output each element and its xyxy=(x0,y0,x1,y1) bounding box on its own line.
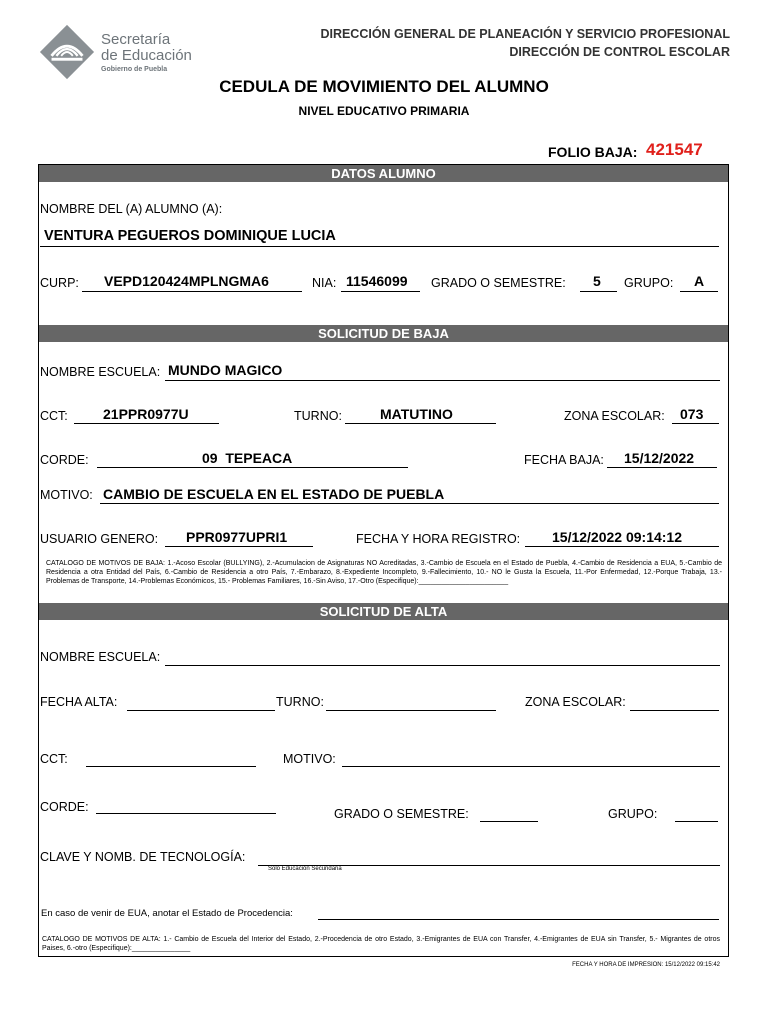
grupo-label: GRUPO: xyxy=(624,276,674,290)
baja-registro-value: 15/12/2022 09:14:12 xyxy=(552,529,682,545)
baja-zona-value: 073 xyxy=(680,406,704,422)
secretaria-educacion-logo xyxy=(38,23,96,81)
baja-registro-label: FECHA Y HORA REGISTRO: xyxy=(356,532,521,546)
baja-escuela-label: NOMBRE ESCUELA: xyxy=(40,365,161,379)
grado-label: GRADO O SEMESTRE: xyxy=(431,276,566,290)
impresion-timestamp: FECHA Y HORA DE IMPRESION: 15/12/2022 09:15:42 xyxy=(572,962,720,968)
nombre-alumno-label: NOMBRE DEL (A) ALUMNO (A): xyxy=(40,202,223,216)
baja-escuela-line xyxy=(165,380,720,381)
baja-turno-line xyxy=(345,423,496,424)
alta-eua-label: En caso de venir de EUA, anotar el Estado de Procedencia: xyxy=(41,908,293,919)
alta-motivo-label: MOTIVO: xyxy=(283,752,336,766)
document-subtitle: NIVEL EDUCATIVO PRIMARIA xyxy=(298,104,470,118)
department-title: DIRECCIÓN GENERAL DE PLANEACIÓN Y SERVICIO PROFESIONAL xyxy=(320,27,730,41)
logo-text-line1: Secretaría xyxy=(101,31,171,48)
alta-escuela-line xyxy=(165,665,720,666)
folio-label: FOLIO BAJA: xyxy=(548,144,638,160)
folio-value: 421547 xyxy=(646,140,703,159)
alta-fecha-line xyxy=(127,710,275,711)
nia-label: NIA: xyxy=(312,276,337,290)
alta-fecha-label: FECHA ALTA: xyxy=(40,695,118,709)
baja-usuario-value: PPR0977UPRI1 xyxy=(186,529,288,545)
baja-escuela-value: MUNDO MAGICO xyxy=(168,362,283,378)
alta-catalogo: CATALOGO DE MOTIVOS DE ALTA: 1.- Cambio de Escuela del Interior del Estado, 2.-Procedencia de otro Estado, 3.-Emigrantes de EUA con Transfer, 4.-Emigrantes de EUA sin Transfer, 5.- Migrantes de otros Paises, 6.-otro (Especifique):_______________ xyxy=(42,936,720,952)
curp-label: CURP: xyxy=(40,276,79,290)
grupo-value: A xyxy=(694,273,705,289)
grado-line xyxy=(580,291,617,292)
alta-turno-line xyxy=(326,710,496,711)
section-solicitud-baja: SOLICITUD DE BAJA xyxy=(39,325,728,342)
baja-turno-value: MATUTINO xyxy=(380,406,453,422)
baja-zona-line xyxy=(672,423,719,424)
baja-usuario-line xyxy=(165,546,313,547)
curp-line xyxy=(82,291,302,292)
alta-turno-label: TURNO: xyxy=(276,695,324,709)
baja-motivo-label: MOTIVO: xyxy=(40,488,93,502)
baja-turno-label: TURNO: xyxy=(294,409,342,423)
alta-escuela-label: NOMBRE ESCUELA: xyxy=(40,650,161,664)
baja-catalogo: CATALOGO DE MOTIVOS DE BAJA: 1.-Acoso Escolar (BULLYING), 2.-Acumulacion de Asignaturas NO Acreditadas, 3.-Cambio de Escuela en el Estado de Puebla, 4.-Cambio de Residencia a EUA, 5.-Cambio de Residencia a otra Entidad del País, 6.-Cambio de Residencia a otro País, 7.-Embarazo, 8.-Expediente Incompleto, 9.-Fallecimiento, 10.- NO le Gusta la Escuela, 11.-Por Enfermedad, 12.-Porque Trabaja, 13.-Problemas de Transporte, 14.-Problemas Económicos, 15.- Problemas Familiares, 16.-Sin Aviso, 17.-Otro (Especifique):_______________________ xyxy=(46,560,722,585)
alta-motivo-line xyxy=(342,766,720,767)
nia-line xyxy=(341,291,420,292)
logo-text-line3: Gobierno de Puebla xyxy=(101,66,168,73)
baja-fecha-value: 15/12/2022 xyxy=(624,450,695,466)
alta-corde-label: CORDE: xyxy=(40,800,89,814)
baja-cct-label: CCT: xyxy=(40,409,68,423)
section-solicitud-alta: SOLICITUD DE ALTA xyxy=(39,603,728,620)
baja-fecha-label: FECHA BAJA: xyxy=(524,453,604,467)
alta-tecnologia-note: Solo Educación Secundaria xyxy=(268,866,342,872)
nombre-alumno-line xyxy=(40,246,719,247)
office-title: DIRECCIÓN DE CONTROL ESCOLAR xyxy=(509,45,730,59)
baja-cct-line xyxy=(74,423,219,424)
baja-cct-value: 21PPR0977U xyxy=(103,406,189,422)
baja-zona-label: ZONA ESCOLAR: xyxy=(564,409,665,423)
baja-corde-label: CORDE: xyxy=(40,453,89,467)
baja-motivo-value: CAMBIO DE ESCUELA EN EL ESTADO DE PUEBLA xyxy=(103,486,445,502)
baja-registro-line xyxy=(525,546,719,547)
alta-corde-line xyxy=(96,813,276,814)
baja-fecha-line xyxy=(607,467,717,468)
baja-usuario-label: USUARIO GENERO: xyxy=(40,532,159,546)
grado-value: 5 xyxy=(593,273,601,289)
baja-corde-value: 09 TEPEACA xyxy=(202,450,293,466)
alta-grado-label: GRADO O SEMESTRE: xyxy=(334,807,469,821)
alta-cct-line xyxy=(86,766,256,767)
grupo-line xyxy=(680,291,718,292)
curp-value: VEPD120424MPLNGMA6 xyxy=(104,273,269,289)
alta-grupo-label: GRUPO: xyxy=(608,807,658,821)
document-title: CEDULA DE MOVIMIENTO DEL ALUMNO xyxy=(219,77,549,96)
logo-text-line2: de Educación xyxy=(101,47,192,64)
alta-eua-line xyxy=(318,919,719,920)
baja-motivo-line xyxy=(100,503,719,504)
nia-value: 11546099 xyxy=(346,273,408,289)
alta-zona-label: ZONA ESCOLAR: xyxy=(525,695,626,709)
alta-tecnologia-label: CLAVE Y NOMB. DE TECNOLOGÍA: xyxy=(40,850,246,864)
alta-grupo-line xyxy=(675,821,718,822)
section-datos-alumno: DATOS ALUMNO xyxy=(39,165,728,182)
nombre-alumno-value: VENTURA PEGUEROS DOMINIQUE LUCIA xyxy=(44,228,336,244)
alta-cct-label: CCT: xyxy=(40,752,68,766)
alta-zona-line xyxy=(630,710,719,711)
alta-grado-line xyxy=(480,821,538,822)
baja-corde-line xyxy=(97,467,408,468)
